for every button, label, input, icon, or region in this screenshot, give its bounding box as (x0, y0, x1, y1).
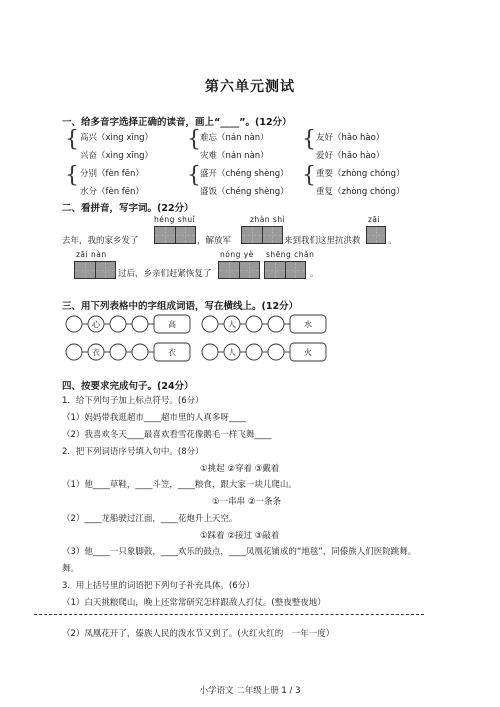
brace: { (65, 163, 79, 188)
item-b: 盛饭（chéng shèng） (200, 187, 289, 197)
page-title: 第六单元测试 (205, 79, 295, 95)
item-b: 水分（fèn fēn） (80, 187, 144, 197)
item-a: 盛开（chéng shèng） (200, 169, 289, 179)
item-a: 高兴（xìng xīng） (80, 133, 154, 143)
writing-grid[interactable] (264, 261, 306, 279)
question-line: （3）他____一只象脚鼓，____欢乐的鼓点，____凤凰花铺成的“地毯”，同傣族人们医院跳舞。 (62, 547, 417, 557)
writing-grid[interactable] (218, 261, 260, 279)
flower-center-char: 心 (92, 320, 100, 329)
brace: { (65, 127, 79, 152)
question-line: （1）他____草鞋，____斗笠，____粮食，跟大家一块儿爬山。 (62, 480, 297, 490)
sentence-text: 。 (310, 269, 319, 279)
brace: { (302, 163, 316, 188)
writing-grid[interactable] (366, 226, 386, 244)
flower-center-char: 衣 (92, 348, 100, 357)
section2-heading: 二、看拼音，写字词。(22分） (62, 203, 194, 214)
pinyin: zhàn shì (250, 215, 286, 224)
section3-heading: 三、用下列表格中的字组成词语，写在横线上。(12分） (62, 301, 299, 312)
item-a: 难忘（nán nàn） (200, 133, 269, 143)
question-line: （1）妈妈带我逛超市____超市里的人真多呀____ (62, 413, 246, 423)
question: 3．用上括号里的词语把下列句子补充具体。(6分） (62, 581, 255, 591)
item-b: 重复（zhòng chóng） (316, 187, 405, 197)
writing-grid[interactable] (241, 226, 283, 244)
question-line: （1）白天挑粮爬山，晚上还常常研究怎样跟敌人打仗。(整夜整夜地） (62, 598, 326, 608)
sentence-text: 过后，乡亲们赶紧恢复了 (118, 269, 212, 279)
sentence-text: ，解放军 (197, 236, 232, 246)
brace: { (187, 127, 201, 152)
pinyin: shēng chǎn (266, 250, 315, 259)
sentence-text: 去年，我的家乡发了 (62, 236, 139, 246)
writing-grid[interactable] (154, 226, 196, 244)
answer-line[interactable] (34, 614, 424, 615)
pinyin: nóng yè (220, 250, 254, 259)
sentence-text: 来到我们这里抗洪救 (284, 236, 361, 246)
item-b: 爱好（hǎo hào） (316, 151, 385, 161)
item-a: 重要（zhòng chóng） (316, 169, 405, 179)
writing-grid[interactable] (74, 261, 116, 279)
question-line: （2）凤凰花开了，傣族人民的泼水节又到了。(火红火红的 一年一度） (62, 629, 335, 639)
section4-heading: 四、按要求完成句子。(24分） (62, 381, 194, 392)
page-footer: 小学语文 二年级上册 1 / 3 (199, 686, 301, 696)
question-line: （2）我喜欢冬天____最喜欢看雪花像鹅毛一样飞舞____ (62, 430, 272, 440)
flower-center-char: 人 (228, 320, 236, 329)
question: 2．把下列词语序号填入句中。(8分） (62, 447, 204, 457)
pinyin: zāi nàn (76, 250, 107, 259)
brace: { (302, 127, 316, 152)
item-a: 友好（hǎo hào） (316, 133, 385, 143)
question-line-cont: 舞。 (62, 564, 80, 574)
question-line: （2）____龙船驶过江面，____花炮升上天空。 (62, 514, 238, 524)
item-a: 分别（fèn fēn） (80, 169, 144, 179)
flower-box-char: 水 (304, 320, 312, 329)
options: ①挑起 ②穿着 ③戴着 (200, 464, 280, 474)
word-flower-diagrams (62, 310, 442, 370)
item-b: 灾难（nán nàn） (200, 151, 269, 161)
pinyin: zāi (368, 215, 381, 224)
options: ①一串串 ②一条条 (212, 497, 281, 507)
flower-box-char: 火 (304, 348, 312, 357)
flower-center-char: 人 (228, 348, 236, 357)
flower-box-char: 高 (168, 320, 176, 329)
pinyin: héng shuǐ (154, 215, 196, 224)
brace: { (187, 163, 201, 188)
item-b: 兴奋（xìng xīng） (80, 151, 154, 161)
flower-box-char: 衣 (168, 348, 176, 357)
question: 1．给下列句子加上标点符号。(6分） (62, 396, 204, 406)
options: ①踩着 ②接过 ③敲着 (200, 531, 280, 541)
sentence-text: 。 (388, 236, 397, 246)
section1-heading: 一、给多音字选择正确的读音，画上“____”。(12分） (62, 117, 292, 128)
